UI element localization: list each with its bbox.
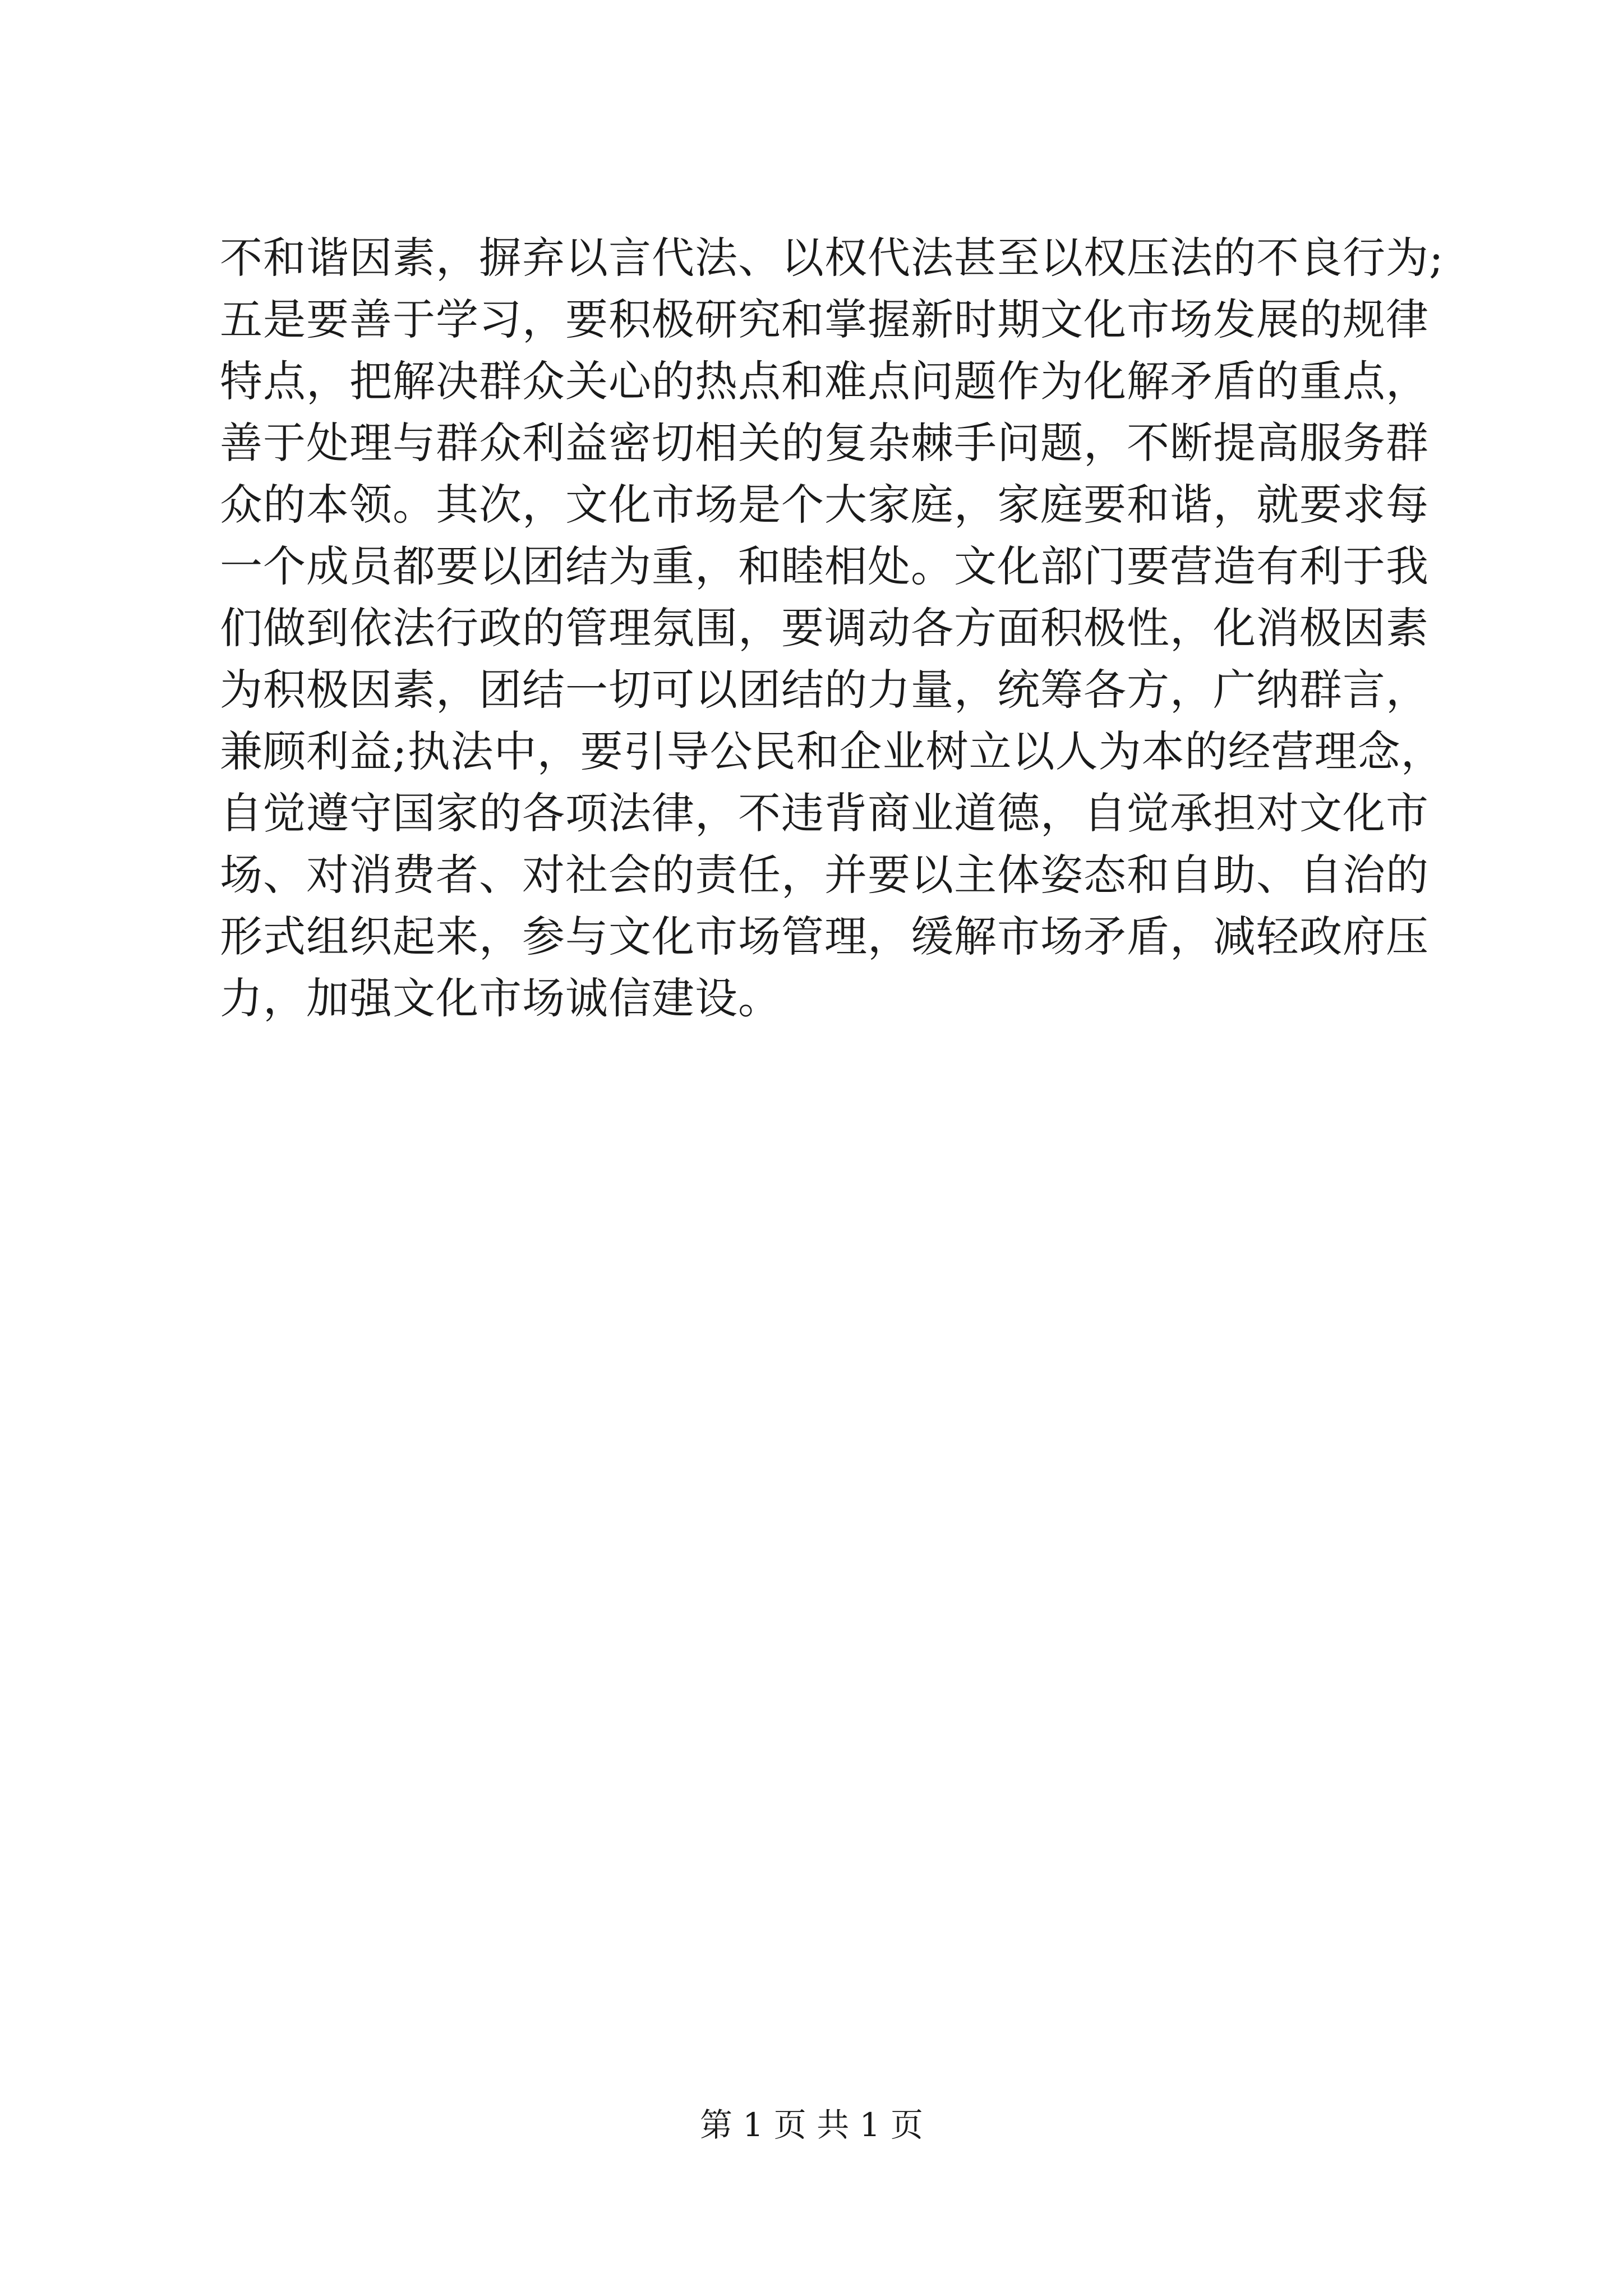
text-line: 为积极因素，团结一切可以团结的力量，统筹各方，广纳群言， — [220, 665, 1429, 715]
text-line: 力，加强文化市场诚信建设。 — [220, 973, 781, 1023]
page-number-footer: 第 1 页 共 1 页 — [700, 2106, 923, 2144]
text-line: 众的本领。其次，文化市场是个大家庭，家庭要和谐，就要求每 — [220, 480, 1429, 530]
text-line: 一个成员都要以团结为重，和睦相处。文化部门要营造有利于我 — [220, 541, 1429, 591]
text-line: 善于处理与群众利益密切相关的复杂棘手问题，不断提高服务群 — [220, 418, 1429, 468]
text-line: 五是要善于学习，要积极研究和掌握新时期文化市场发展的规律 — [220, 295, 1429, 344]
text-line: 自觉遵守国家的各项法律，不违背商业道德，自觉承担对文化市 — [220, 788, 1429, 838]
text-line: 形式组织起来，参与文化市场管理，缓解市场矛盾，减轻政府压 — [220, 912, 1429, 961]
text-line: 们做到依法行政的管理氛围，要调动各方面积极性，化消极因素 — [220, 603, 1429, 653]
text-line: 兼顾利益;执法中，要引导公民和企业树立以人为本的经营理念， — [220, 726, 1444, 776]
text-line: 不和谐因素，摒弃以言代法、以权代法甚至以权压法的不良行为; — [220, 233, 1444, 283]
text-line: 场、对消费者、对社会的责任，并要以主体姿态和自助、自治的 — [220, 850, 1429, 900]
text-line: 特点，把解决群众关心的热点和难点问题作为化解矛盾的重点， — [220, 356, 1429, 406]
body-paragraph — [220, 227, 1444, 1029]
